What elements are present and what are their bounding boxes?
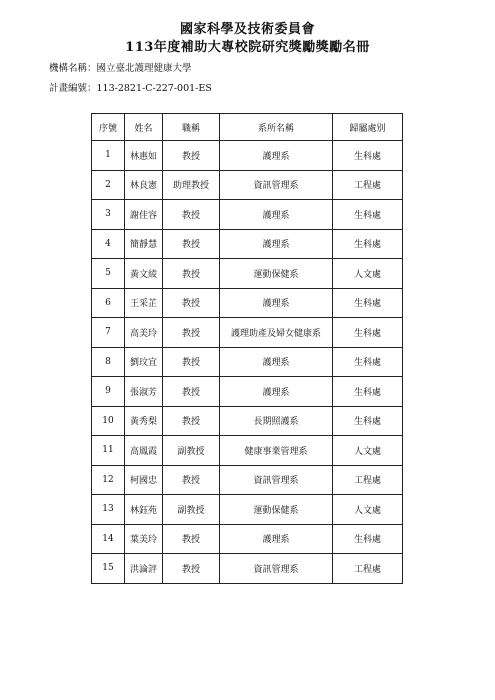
cell-name: 謝佳容 (125, 200, 163, 230)
cell-department: 護理系 (220, 288, 333, 318)
cell-department: 護理系 (220, 200, 333, 230)
table-row (92, 495, 403, 525)
award-roster-table (91, 113, 403, 584)
cell-department: 健康事業管理系 (220, 436, 333, 466)
cell-title: 副教授 (163, 495, 220, 525)
cell-department: 護理系 (220, 524, 333, 554)
table-row (92, 200, 403, 230)
cell-number: 3 (92, 200, 125, 230)
document-title: 國家科學及技術委員會 (179, 22, 315, 37)
cell-number: 12 (92, 465, 125, 495)
table-row (92, 318, 403, 348)
cell-name: 張淑芳 (125, 377, 163, 407)
cell-name: 葉美玲 (125, 524, 163, 554)
cell-department: 護理系 (220, 377, 333, 407)
cell-department: 運動保健系 (220, 259, 333, 289)
cell-department: 運動保健系 (220, 495, 333, 525)
cell-name: 簡靜慧 (125, 229, 163, 259)
cell-department: 長期照護系 (220, 406, 333, 436)
cell-department: 資訊管理系 (220, 465, 333, 495)
cell-division: 生科處 (333, 347, 403, 377)
cell-division: 生科處 (333, 524, 403, 554)
table-header-row (92, 114, 403, 141)
cell-name: 洪論評 (125, 554, 163, 584)
cell-number: 6 (92, 288, 125, 318)
cell-name: 劉玟宜 (125, 347, 163, 377)
cell-number: 5 (92, 259, 125, 289)
cell-name: 高鳳霞 (125, 436, 163, 466)
cell-number: 2 (92, 170, 125, 200)
cell-division: 生科處 (333, 377, 403, 407)
cell-division: 人文處 (333, 495, 403, 525)
column-header-department: 系所名稱 (220, 114, 333, 141)
table-row (92, 141, 403, 171)
table-row (92, 288, 403, 318)
cell-title: 教授 (163, 259, 220, 289)
cell-number: 9 (92, 377, 125, 407)
cell-name: 高美玲 (125, 318, 163, 348)
table-row (92, 406, 403, 436)
table-row (92, 229, 403, 259)
cell-division: 生科處 (333, 318, 403, 348)
table-body (92, 141, 403, 584)
institution-name: 機構名稱：國立臺北護理健康大學 (49, 63, 192, 74)
cell-division: 生科處 (333, 200, 403, 230)
cell-title: 教授 (163, 554, 220, 584)
table-row (92, 465, 403, 495)
plan-number: 計畫編號：113-2821-C-227-001-ES (49, 83, 212, 94)
table-row (92, 170, 403, 200)
cell-number: 1 (92, 141, 125, 171)
cell-division: 人文處 (333, 436, 403, 466)
cell-title: 教授 (163, 377, 220, 407)
cell-department: 護理系 (220, 141, 333, 171)
cell-number: 4 (92, 229, 125, 259)
column-header-title: 職稱 (163, 114, 220, 141)
cell-department: 護理助產及婦女健康系 (220, 318, 333, 348)
cell-title: 教授 (163, 229, 220, 259)
column-header-division: 歸屬處別 (333, 114, 403, 141)
table-row (92, 436, 403, 466)
cell-title: 教授 (163, 288, 220, 318)
table-row (92, 259, 403, 289)
cell-title: 教授 (163, 318, 220, 348)
cell-title: 教授 (163, 141, 220, 171)
cell-division: 工程處 (333, 554, 403, 584)
cell-name: 林良憲 (125, 170, 163, 200)
cell-department: 護理系 (220, 347, 333, 377)
cell-division: 人文處 (333, 259, 403, 289)
cell-number: 13 (92, 495, 125, 525)
cell-department: 護理系 (220, 229, 333, 259)
cell-division: 生科處 (333, 141, 403, 171)
cell-title: 教授 (163, 524, 220, 554)
table-row (92, 524, 403, 554)
cell-name: 林惠如 (125, 141, 163, 171)
cell-division: 生科處 (333, 406, 403, 436)
cell-name: 王采芷 (125, 288, 163, 318)
cell-title: 教授 (163, 347, 220, 377)
table-row (92, 347, 403, 377)
cell-name: 黃文綾 (125, 259, 163, 289)
cell-division: 工程處 (333, 465, 403, 495)
cell-division: 工程處 (333, 170, 403, 200)
cell-title: 助理教授 (163, 170, 220, 200)
cell-title: 副教授 (163, 436, 220, 466)
document-subtitle: 113年度補助大專校院研究獎勵獎勵名冊 (125, 40, 370, 55)
cell-department: 資訊管理系 (220, 170, 333, 200)
cell-number: 7 (92, 318, 125, 348)
cell-title: 教授 (163, 465, 220, 495)
cell-number: 15 (92, 554, 125, 584)
cell-number: 11 (92, 436, 125, 466)
cell-number: 14 (92, 524, 125, 554)
table-row (92, 554, 403, 584)
cell-number: 8 (92, 347, 125, 377)
cell-title: 教授 (163, 406, 220, 436)
cell-name: 林鈺苑 (125, 495, 163, 525)
column-header-number: 序號 (92, 114, 125, 141)
cell-department: 資訊管理系 (220, 554, 333, 584)
cell-division: 生科處 (333, 229, 403, 259)
cell-name: 柯國忠 (125, 465, 163, 495)
cell-name: 黃秀梨 (125, 406, 163, 436)
cell-number: 10 (92, 406, 125, 436)
column-header-name: 姓名 (125, 114, 163, 141)
cell-title: 教授 (163, 200, 220, 230)
table-row (92, 377, 403, 407)
cell-division: 生科處 (333, 288, 403, 318)
